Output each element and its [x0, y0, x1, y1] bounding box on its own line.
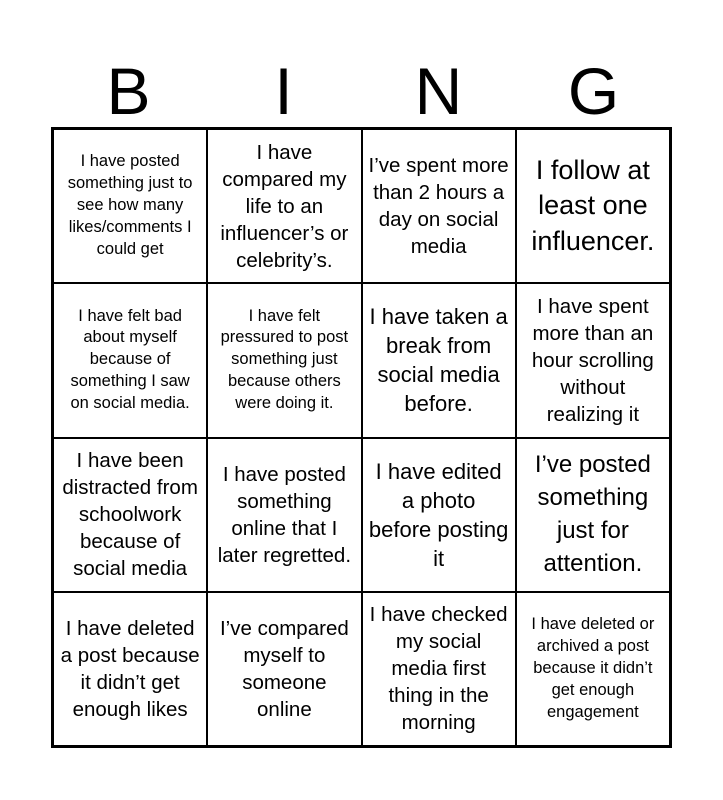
header-letter-n: N: [414, 54, 463, 128]
bingo-cell[interactable]: [362, 283, 516, 437]
cell-text: I have felt pressured to post something just because others were doing it.: [220, 306, 349, 413]
bingo-cell[interactable]: [207, 592, 361, 746]
bingo-cell[interactable]: [207, 129, 361, 283]
cell-text: I’ve posted something just for attention.: [534, 450, 651, 577]
cell-text: I have felt bad about myself because of something I saw on social media.: [70, 306, 190, 413]
bingo-cell[interactable]: [53, 129, 207, 283]
bingo-card: [51, 127, 672, 748]
bingo-cell[interactable]: [516, 283, 670, 437]
bingo-cell[interactable]: [516, 129, 670, 283]
cell-text: I’ve spent more than 2 hours a day on social media: [368, 154, 509, 259]
cell-text: I have compared my life to an influencer’s or celebrity’s.: [220, 140, 349, 272]
bingo-cell[interactable]: [53, 438, 207, 592]
bingo-header: [51, 54, 671, 128]
bingo-cell[interactable]: [516, 438, 670, 592]
bingo-cell[interactable]: [207, 438, 361, 592]
cell-text: I have deleted or archived a post because it didn’t get enough engagement: [531, 615, 655, 721]
cell-text: I’ve compared myself to someone online: [219, 616, 349, 721]
header-letter-g: G: [567, 54, 620, 128]
bingo-cell[interactable]: [362, 592, 516, 746]
header-letter-b: B: [106, 54, 151, 128]
bingo-cell[interactable]: [516, 592, 670, 746]
bingo-cell[interactable]: [362, 438, 516, 592]
cell-text: I have edited a photo before posting it: [368, 458, 509, 571]
cell-text: I have been distracted from schoolwork because of social media: [62, 449, 198, 581]
cell-text: I have posted something online that I later regretted.: [217, 462, 352, 567]
cell-text: I have checked my social media first thing in the morning: [369, 603, 508, 735]
bingo-cell[interactable]: [362, 129, 516, 283]
cell-text: I have spent more than an hour scrolling without realizing it: [531, 294, 654, 426]
cell-text: I have deleted a post because it didn’t get enough likes: [60, 616, 200, 721]
cell-text: I have posted something just to see how many likes/comments I could get: [67, 152, 193, 259]
header-letter-i: I: [274, 54, 293, 128]
cell-text: I have taken a break from social media before.: [369, 304, 508, 417]
bingo-cell[interactable]: [53, 592, 207, 746]
cell-text: I follow at least one influencer.: [531, 154, 655, 256]
bingo-cell[interactable]: [207, 283, 361, 437]
bingo-cell[interactable]: [53, 283, 207, 437]
